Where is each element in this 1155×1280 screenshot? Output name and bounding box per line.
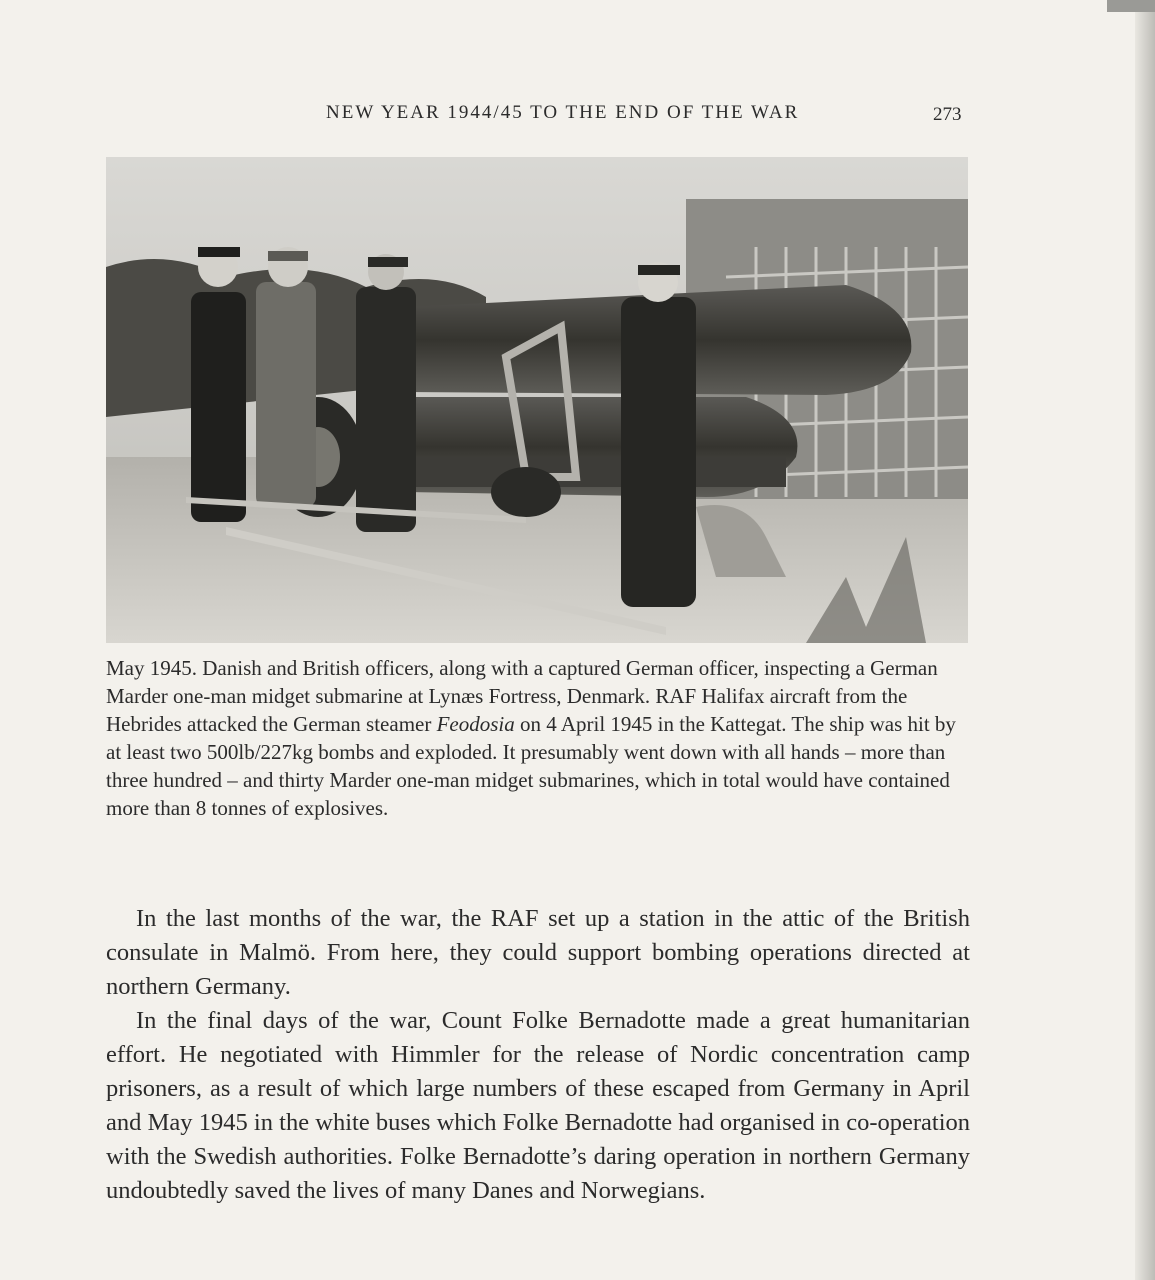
caption-text-1: May 1945. Danish and British officers, along with a captured German officer, inspecting a German Marder one-man midget submarine at Lynæs Fortress, Denmark. RAF Halifax aircraft from the Hebrides attacked the German steamer	[106, 656, 938, 736]
page-edge-shadow	[1135, 0, 1155, 1280]
caption-text-2: on 4 April 1945 in the Kattegat. The ship was hit by at least two 500lb/227kg bombs and exploded. It presumably went down with all hands – more than three hundred – and thirty Marder one-man midget submarines, which in total would have contained more than 8 tonnes of explosives.	[106, 712, 956, 820]
running-head: NEW YEAR 1944/45 TO THE END OF THE WAR	[326, 102, 800, 123]
paragraph: In the last months of the war, the RAF set up a station in the attic of the British consulate in Malmö. From here, they could support bombing operations directed at northern Germany.	[106, 905, 970, 1000]
photo-midget-submarine-inspection	[106, 157, 968, 643]
figure-caption	[106, 654, 976, 822]
page-edge-tab	[1107, 0, 1155, 12]
page-number: 273	[933, 104, 962, 125]
paragraph: In the final days of the war, Count Folke Bernadotte made a great humanitarian effort. He negotiated with Himmler for the release of Nordic concentration camp prisoners, as a result of which large numbers of these escaped from Germany in April and May 1945 in the white buses which Folke Bernadotte had organised in co-operation with the Swedish authorities. Folke Bernadotte’s daring operation in northern Germany undoubtedly saved the lives of many Danes and Norwegians.	[106, 1007, 970, 1204]
caption-ship-name: Feodosia	[436, 712, 515, 736]
body-text	[106, 902, 970, 1208]
